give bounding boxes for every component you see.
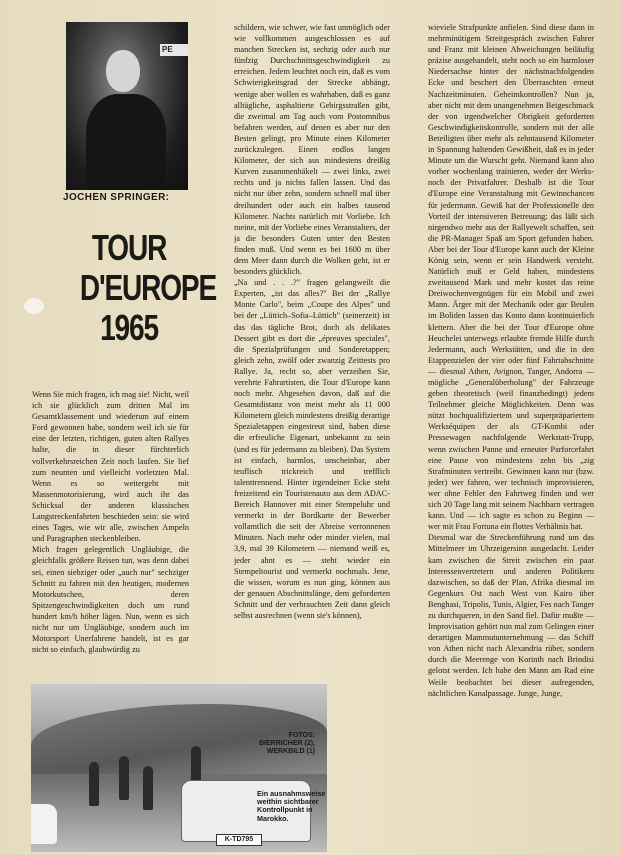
author-name: JOCHEN SPRINGER:	[63, 192, 170, 203]
headline-line-2: D'EUROPE	[79, 267, 217, 308]
author-face	[106, 50, 140, 92]
photo-person	[143, 766, 153, 810]
photo-person	[89, 762, 99, 806]
headline-line-1: TOUR	[91, 227, 167, 268]
license-plate: K-TD795	[216, 834, 262, 846]
punch-hole	[24, 298, 44, 314]
author-photo	[66, 22, 188, 190]
photo-person	[119, 756, 129, 800]
author-body	[86, 94, 166, 190]
column-2-text: schildern, wie schwer, wie fast unmöglich oder wie vollkommen ausgeschlossen es auf manchen Strecken ist, sechzig oder auch nur fünfzig Durchschnittsgeschwindigkeit zu erreichen. Jedem leuchtet noch ein, daß es vom Schwierigkeitsgrad der Strecke abhängt, wenige aber wollen es wahrhaben, daß es ganz alltägliche, asphaltierte Gebirgsstraßen gibt, die zweimal am Tag auch vom Postomnibus befahren werden, auf denen es aber nur den Besten gelingt, pro Minute einen Kilometer zurückzulegen. Einen endlos langen Kilometer, der sich aus mindestens dreißig Kurven zusammenhäkelt — zwei links, zwei rechts und ja nichts fallen lassen. Und das nicht nur über zehn, sondern schnell mal über dreihundert oder auch ein halbes tausend Kilometer. Nachts natürlich mit Vorliebe. Ich meine, mit der Vorliebe eines Veranstalters, der ja die besonders Guten unter den Besten finden muß. Und wenn es bei 1600 m über dem Meer dann durch die Wolken geht, ist er besonders glücklich. „Na und . . .?" fragen gelangweilt die Experten, „ist das alles?" Bei der „Rallye Monte Carlo", beim „Coupe des Alpes" und bei der „Lüttich–Sofia–Lüttich" (seinerzeit) ist das das tägliche Brot, doch als delikates Dessert gibt es dort die „épreuves speciales", die Spezialprüfungen und Sonderetappen; gleich zehn, zwölf oder zwanzig Zeittests pro Rallye. Ja, recht so, aber verzeihen Sie, verehrte Fahrartisten, die Tour d'Europe kann noch mehr. Abgesehen davon, daß auf die Gesamtdistanz von meist mehr als 11 000 Kilometern gleich mindestens dreißig derartige Spezialetappen eingestreut sind, haben diese die erfreuliche Eigenart, unbekannt zu sein (und es für jedermann zu bleiben). Das System ist einfach, harmlos, unscheinbar, aber teuflisch trickreich und trefflich talenttrennend. Hinter irgendeiner Ecke steht freizeitend ein Touristenauto aus dem ADAC-Bereich Hannover mit einer Stempeluhr und vermerkt in der Bordkarte der Bewerber vollamtlich die seit der Abreise verronnenen Minuten. Nach mehr oder minder vielen, mal 3,9, mal 39 Kilometern — niemand weiß es, jeder ahnt es — steht wieder ein Stempeltourist und vermerkt nochmals. Jene, die wissen, worum es nun ging, können aus der genauen Abschnittslänge, dem geforderten Schnitt und der verbrauchten Zeit dann gleich selbst ausrechnen (wenn sie's können),	[234, 23, 390, 620]
control-point-photo	[31, 684, 327, 852]
article-headline	[79, 227, 217, 348]
photo-caption: Ein ausnahmsweise weithin sichtbarer Kontrollpunkt in Marokko.	[257, 789, 326, 823]
headline-line-3: 1965	[100, 307, 158, 348]
photo-sign: PE	[160, 44, 188, 56]
column-1-text: Wenn Sie mich fragen, ich mag sie! Nicht, weil ich sie glücklich zum dritten Mal im Gesamtklassement und wiederum auf einem Ford gewonnen habe, sondern weil ich sie für eine der letzten, richtigen, guten alten Rallyes halte, die in dieser fürchterlich vollverkehrsreichen Zeit noch laufen. Sie lief zum neunten und vielleicht vorletzten Mal. Wenn es so weitergeht mit Massenmotorisierung, wird auch ihr das Schicksal der anderen klassischen Langstreckenfahrten beschieden sein: sie wird eines Tages, wie wir alle, zwischen Ampeln und Paragraphen steckenbleiben. Mich fragen gelegentlich Ungläubige, die gleichfalls größere Reisen tun, was denn dabei sei, einen siebziger oder „auch nur" sechziger Schnitt zu fahren mit den heutigen, modernen Motorkutschen, deren Spitzengeschwindigkeiten doch um rund hundert km/h höher lägen. Nun, wenn es sich nicht nur um Ungläubige, sondern auch im Motorsport Unerfahrene handelt, ist es gar nicht so einfach, glaubwürdig zu	[32, 390, 189, 655]
photo-car-left	[31, 804, 57, 844]
photo-credit: FOTOS: BIERRICHER (2), WERKBILD (1)	[259, 732, 316, 755]
column-3-text: wieviele Strafpunkte anfielen. Sind diese dann in mehrminütigem Streitgespräch zwischen Fahrer und Franz mit kleinen Abweichungen beiläufig präzise ausgehandelt, steht noch so ein harmloser Niedersachse hinter der nächstnachfolgenden Ecke und beschert den Überraschten erneut Nachzeitminuten. Geheimkontrollen? Nun ja, aber nicht mit dem unangenehmen Beigeschmack der von irgendwelcher Obrigkeit geforderten Geschwindigkeitskontrolle, sondern mit der alle Beteiligten über mehr als zehntausend Kilometer in Spannung haltenden Gewißheit, daß es in jeder Minute um die Wurscht geht. Niemand kann also vorher wochenlang trainieren, weder der Werks- noch der Privatfahrer. Deshalb ist die Tour d'Europe eine Veranstaltung mit Gewinnchancen für jedermann. Gewiß hat der Professionelle den Vorteil der intensiveren Betreuung; das läßt sich nirgendwo mehr aus der Rallyewelt schaffen, seit die PR-Manager Spaß am Sport gefunden haben. Aber bei der Tour d'Europe kann auch der Kleine König sein, wenn er sein Handwerk versteht. Natürlich muß er Geld haben, mindestens zweitausend Mark und mehr kostet das reine Dreiwochenvergnügen für ein Mobil und zwei Mann. Ärger mit der Mechanik oder gar Beulen im Boliden lassen das Konto dann kontinuierlich klettern. Aber die bei der Tour d'Europe ohne Heuchelei unterwegs erlaubte fremde Hilfe durch Jedermann, auch Werkstätten, und die in den Etappenzielen der vier oder fünf Fahrtabschnitte — diesmal Athen, Avignon, Tanger, Andorra — mögliche „Generalüberholung" der Fahrzeuge geben theoretisch (weil finanzbedingt) jedem Teilnehmer gleiche Möglichkeiten. Denn was nützt hochqualifiziertem und superpräpariertem Werkséquipen der als GT-Kombi oder Pressewagen nachfolgende Werkstatt-Trupp, wenn zwischen Panne und erneuter Parforcefahrt eine Pause von mindestens zehn bis „zig Strafminuten vertreibt. Gewinnen kann nur (bzw. jeder) wer fahren, wer technisch improvisieren, wer ohne Fehler den Fahrtweg finden und wer sich 20 Tage lang mit seinem Nachbarn vertragen kann. Und — ich sagte es schon zu Beginn — wer mit Frau Fortuna ein flottes Verhältnis hat. Diesmal war die Streckenführung rund um das Mittelmeer im Uhrzeigersinn ausgedacht. Leider kam zwischen die Streit zwischen ein paar Interessenvertretern und anderen Politikern dazwischen, so daß der Plan, Afrika diesmal im Gegenkurs Ost nach West von Kairo über Benghasi, Tripolis, Tunis, Algier, Fes nach Tanger zu durchqueren, in den Sand fiel. Dafür mußte — Improvisation gehört nun mal zum Gelingen einer derartigen Mammutunternehmung — das Schiff von Athen nicht nach Alexandria rüber, sondern durch die Meerenge von Korinth nach Brindisi gelotst werden. Ich habe den Mann am Rad eine Weile beobachtet bei dieser aufregenden, nächtlichen Kanalpassage. Junge, Junge,	[428, 23, 594, 698]
